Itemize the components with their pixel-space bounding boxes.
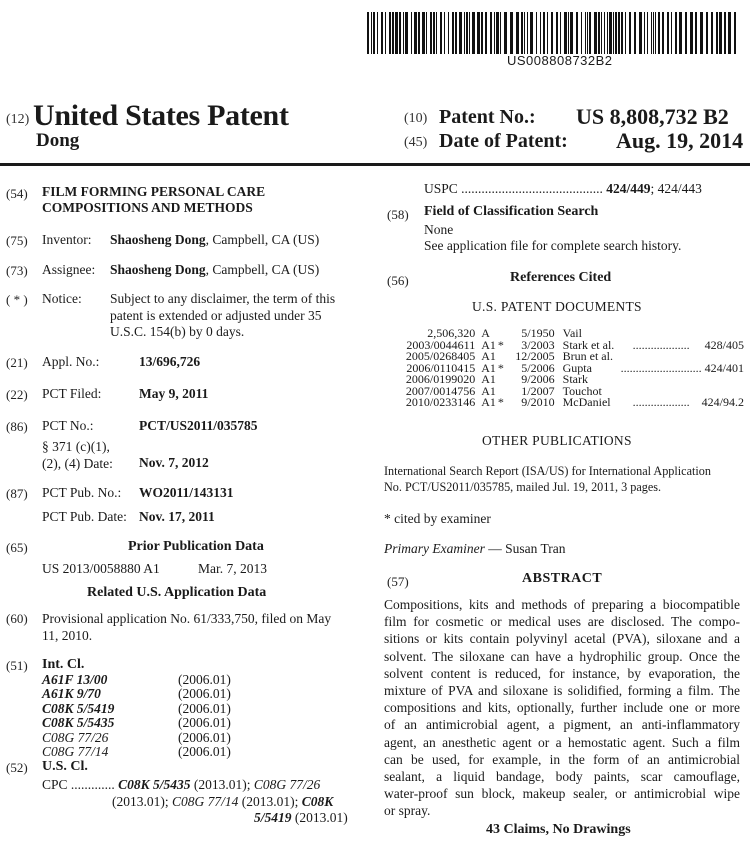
pct-pub-date-label: PCT Pub. Date: xyxy=(42,509,127,524)
cpc-date-5: (2013.01) xyxy=(291,810,348,825)
barcode-bar xyxy=(564,12,567,54)
barcode-bar xyxy=(634,12,636,54)
barcode-bar xyxy=(589,12,591,54)
intcl-date: (2006.01) xyxy=(178,700,231,716)
reference-kind: A xyxy=(481,326,490,340)
barcode-bar xyxy=(481,12,483,54)
assignee-value xyxy=(110,262,319,278)
field-heading: Field of Classification Search xyxy=(424,204,599,219)
cpc-class-2: C08G 77/26 xyxy=(253,777,321,792)
inventor-surname: Dong xyxy=(36,130,80,151)
title-line-2: COMPOSITIONS AND METHODS xyxy=(42,200,253,215)
pct-number: PCT/US2011/035785 xyxy=(139,418,258,433)
barcode-bar xyxy=(651,12,652,54)
date-code: (45) xyxy=(404,135,428,150)
barcode-bar xyxy=(485,12,487,54)
related-heading: Related U.S. Application Data xyxy=(87,585,267,600)
barcode-bar xyxy=(587,12,588,54)
intcl-row xyxy=(42,731,231,745)
barcode-bar xyxy=(389,12,391,54)
cpc-date-2: (2013.01); xyxy=(112,793,172,809)
barcode-bar xyxy=(662,12,664,54)
barcode-bar xyxy=(719,12,722,54)
barcode-bar xyxy=(490,12,492,54)
barcode-bar xyxy=(504,12,507,54)
barcode-bar xyxy=(403,12,404,54)
notice-text xyxy=(110,291,358,341)
abstract-line: can be used, for example, in the form of an antimicrobial xyxy=(384,751,740,767)
reference-class: 424/401 xyxy=(704,360,744,375)
barcode-bar xyxy=(728,12,731,54)
barcode-bar xyxy=(615,12,617,54)
reference-name: Stark et al. xyxy=(562,337,615,352)
intcl-class: C08G 77/14 xyxy=(42,744,109,760)
barcode-bar xyxy=(639,12,642,54)
intcl-class: C08K 5/5435 xyxy=(42,715,115,731)
barcode-bar xyxy=(521,12,523,54)
barcode-bar xyxy=(464,12,465,54)
barcode-bar xyxy=(613,12,614,54)
examiner-name: — Susan Tran xyxy=(484,541,566,556)
assignee-label: Assignee: xyxy=(42,262,96,277)
barcode-bar xyxy=(621,12,623,54)
abstract-line: water-proof sun block, makeup sealer, or antimicrobial wipe xyxy=(384,786,740,802)
intcl-list xyxy=(42,673,231,759)
reference-star: * xyxy=(497,337,504,352)
reference-dots: ................... xyxy=(632,337,690,352)
reference-name: Brun et al. xyxy=(562,349,613,363)
barcode-bar xyxy=(685,12,687,54)
appl-label: Appl. No.: xyxy=(42,354,100,369)
refs-code: (56) xyxy=(387,273,409,288)
barcode-bar xyxy=(524,12,525,54)
pct-pub-date: Nov. 17, 2011 xyxy=(139,509,215,524)
barcode-bar xyxy=(551,12,553,54)
pct-no-code: (86) xyxy=(6,419,28,434)
uspc-line xyxy=(424,181,702,197)
s371-line-2: (2), (4) Date: xyxy=(42,456,113,471)
patent-no-code: (10) xyxy=(404,111,428,126)
uspc-label: USPC xyxy=(424,181,458,196)
patent-number: US 8,808,732 B2 xyxy=(576,104,729,129)
barcode-bar xyxy=(581,12,582,54)
prior-number: US 2013/0058880 A1 xyxy=(42,561,160,576)
other-pub-line-1: International Search Report (ISA/US) for International Application xyxy=(384,464,711,478)
inventor-value xyxy=(110,232,319,248)
barcode-bar xyxy=(440,12,442,54)
reference-row xyxy=(392,397,744,409)
intcl-row xyxy=(42,716,231,730)
barcode-bar xyxy=(381,12,383,54)
assignee-code: (73) xyxy=(6,263,28,278)
date-label: Date of Patent: xyxy=(439,130,568,152)
reference-date: 1/2007 xyxy=(521,383,555,398)
barcode-bar xyxy=(399,12,401,54)
barcode-bar xyxy=(466,12,468,54)
patent-country-title: United States Patent xyxy=(33,99,289,132)
reference-class xyxy=(702,374,744,386)
inventor-code: (75) xyxy=(6,233,28,248)
prior-code: (65) xyxy=(6,540,28,555)
cpc-date-3: (2013.01); xyxy=(238,793,302,809)
reference-number: 2006/0199020 xyxy=(405,372,476,386)
examiner-label: Primary Examiner xyxy=(384,541,485,556)
pct-pub-code: (87) xyxy=(6,486,28,501)
intcl-code: (51) xyxy=(6,658,28,673)
cpc-line-3 xyxy=(42,810,358,827)
pct-filed-label: PCT Filed: xyxy=(42,386,102,401)
prior-date: Mar. 7, 2013 xyxy=(198,561,267,576)
assignee-location: , Campbell, CA (US) xyxy=(205,262,320,277)
barcode-bar xyxy=(604,12,605,54)
inventor-name: Shaosheng Dong xyxy=(110,232,206,247)
pct-filed-code: (22) xyxy=(6,387,28,402)
intcl-row xyxy=(42,745,231,759)
barcode-bar xyxy=(658,12,660,54)
abstract-line: mixture of PVA and siloxane is solidified, forming a film. The xyxy=(384,683,740,699)
barcode-bar xyxy=(500,12,501,54)
patent-no-label: Patent No.: xyxy=(439,106,536,128)
cpc-class-5: 5/5419 xyxy=(254,810,292,825)
prov-line-2: 11, 2010. xyxy=(42,628,93,643)
refs-heading: References Cited xyxy=(510,270,612,285)
reference-kind: A1 xyxy=(481,372,496,386)
reference-star: * xyxy=(497,395,504,409)
abstract-heading: ABSTRACT xyxy=(522,571,603,586)
barcode-bar xyxy=(496,12,499,54)
abstract-line: compositions and kits, optionally, further include one or more xyxy=(384,700,740,716)
intcl-date: (2006.01) xyxy=(178,672,231,687)
barcode-bar xyxy=(700,12,703,54)
notice-line-3: U.S.C. 154(b) by 0 days. xyxy=(110,324,245,339)
abstract-line: or spray. xyxy=(384,803,431,819)
barcode-bar xyxy=(494,12,495,54)
barcode-bar xyxy=(371,12,372,54)
barcode-bar xyxy=(679,12,682,54)
appl-code: (21) xyxy=(6,355,28,370)
barcode-bar xyxy=(477,12,480,54)
other-pubs-heading: OTHER PUBLICATIONS xyxy=(482,433,632,448)
claims-summary: 43 Claims, No Drawings xyxy=(486,822,631,837)
abstract-line: solvent. The siloxane can have a hydrophilic group. Once the xyxy=(384,648,740,664)
assignee-name: Shaosheng Dong xyxy=(110,262,206,277)
intcl-row xyxy=(42,702,231,716)
reference-star xyxy=(498,374,511,386)
uscl-code: (52) xyxy=(6,760,28,775)
examiner-line xyxy=(384,541,566,557)
reference-number: 2,506,320 xyxy=(427,326,476,340)
barcode-bar xyxy=(373,12,375,54)
intcl-class: C08G 77/26 xyxy=(42,729,109,745)
intcl-date: (2006.01) xyxy=(178,729,231,745)
references-table xyxy=(392,328,744,409)
barcode-bar xyxy=(667,12,669,54)
barcode-bar xyxy=(601,12,602,54)
cpc-line-1 xyxy=(42,777,358,794)
notice-line-1: Subject to any disclaimer, the term of this xyxy=(110,291,336,306)
barcode-bar xyxy=(510,12,513,54)
reference-number: 2003/0044611 xyxy=(406,337,476,352)
notice-code: ( * ) xyxy=(6,292,28,307)
barcode-bar xyxy=(455,12,457,54)
barcode-bar xyxy=(625,12,626,54)
pct-pub-label: PCT Pub. No.: xyxy=(42,485,122,500)
field-none: None xyxy=(424,222,454,237)
barcode-bar xyxy=(671,12,672,54)
reference-dots: ........................... xyxy=(620,360,702,375)
barcode-bar xyxy=(655,12,656,54)
reference-number: 2007/0014756 xyxy=(405,383,476,398)
barcode-bar xyxy=(377,12,378,54)
intcl-date: (2006.01) xyxy=(178,715,231,731)
barcode-bar xyxy=(690,12,693,54)
intcl-date: (2006.01) xyxy=(178,686,231,702)
other-pub-line-2: No. PCT/US2011/035785, mailed Jul. 19, 2011, 3 pages. xyxy=(384,480,662,494)
pct-filed-date: May 9, 2011 xyxy=(139,386,209,401)
cpc-class-4: C08K xyxy=(301,793,334,809)
barcode-bar xyxy=(527,12,528,54)
s371-line-1: § 371 (c)(1), xyxy=(42,439,110,454)
abstract-text xyxy=(384,596,740,820)
uspc-main: 424/449 xyxy=(606,181,651,196)
barcode-bar xyxy=(647,12,648,54)
barcode-bar xyxy=(724,12,726,54)
barcode-bar xyxy=(452,12,454,54)
s371-date: Nov. 7, 2012 xyxy=(139,455,209,470)
header-rule xyxy=(0,163,750,166)
date-of-patent: Aug. 19, 2014 xyxy=(616,128,744,153)
barcode-bar xyxy=(422,12,425,54)
field-code: (58) xyxy=(387,207,409,222)
reference-kind: A1 xyxy=(481,383,496,398)
reference-kind: A1 xyxy=(481,349,496,363)
pct-pub-number: WO2011/143131 xyxy=(139,485,234,500)
intcl-class: A61K 9/70 xyxy=(42,686,101,702)
prior-heading: Prior Publication Data xyxy=(128,539,264,554)
reference-name: Touchot xyxy=(562,383,602,398)
barcode-bar xyxy=(430,12,432,54)
intcl-class: C08K 5/5419 xyxy=(42,700,115,716)
reference-date: 12/2005 xyxy=(515,349,555,363)
reference-class: 424/94.2 xyxy=(701,395,744,409)
abstract-line: sitions or kits contain polyvinyl acetal (PVA), siloxane and a xyxy=(384,631,740,647)
barcode-bar xyxy=(598,12,600,54)
abstract-code: (57) xyxy=(387,574,409,589)
cpc-text xyxy=(42,777,358,827)
pct-no-label: PCT No.: xyxy=(42,418,94,433)
barcode-bar xyxy=(644,12,645,54)
reference-name: Gupta xyxy=(562,360,592,375)
prov-code: (60) xyxy=(6,611,28,626)
barcode-bar xyxy=(536,12,537,54)
s371-label xyxy=(42,438,113,472)
barcode-bar xyxy=(618,12,620,54)
reference-date: 3/2003 xyxy=(521,337,555,352)
reference-kind: A1 xyxy=(481,360,496,375)
title-line-1: FILM FORMING PERSONAL CARE xyxy=(42,184,266,199)
inventor-label: Inventor: xyxy=(42,232,92,247)
reference-star: * xyxy=(497,360,504,375)
barcode-bar xyxy=(543,12,545,54)
reference-name: McDaniel xyxy=(562,395,611,409)
barcode-number: US008808732B2 xyxy=(507,53,613,68)
intcl-row xyxy=(42,673,231,687)
abstract-line: film for cosmetic or medical uses are disclosed. The compo- xyxy=(384,614,740,630)
barcode-bar xyxy=(469,12,470,54)
cpc-line-2 xyxy=(42,794,358,811)
type-code: (12) xyxy=(6,112,30,127)
barcode-bar xyxy=(609,12,612,54)
reference-name: Vail xyxy=(562,326,582,340)
barcode-bar xyxy=(675,12,677,54)
reference-kind: A1 xyxy=(481,395,496,409)
reference-class: 428/405 xyxy=(704,337,744,352)
reference-number: 2006/0110415 xyxy=(406,360,476,375)
reference-date: 9/2006 xyxy=(521,372,555,386)
reference-kind: A1 xyxy=(481,337,496,352)
intcl-class: A61F 13/00 xyxy=(42,672,108,687)
us-docs-heading: U.S. PATENT DOCUMENTS xyxy=(472,299,642,314)
barcode-bar xyxy=(585,12,586,54)
cpc-class-3: C08G 77/14 xyxy=(172,793,239,809)
barcode-bar xyxy=(594,12,597,54)
barcode-bar xyxy=(367,12,369,54)
barcode-bar xyxy=(540,12,541,54)
reference-dots xyxy=(621,374,702,386)
intcl-row xyxy=(42,687,231,701)
barcode-bar xyxy=(418,12,420,54)
barcode-bar xyxy=(433,12,435,54)
barcode-bar xyxy=(653,12,654,54)
provisional-text xyxy=(42,610,331,644)
barcode-bar xyxy=(706,12,708,54)
barcode-bar xyxy=(426,12,427,54)
barcode-bar xyxy=(448,12,449,54)
barcode-bar xyxy=(607,12,608,54)
abstract-line: agent, an anesthetic agent or a hemostatic agent. Such a film xyxy=(384,734,740,750)
cpc-class-1: C08K 5/5435 xyxy=(118,777,191,792)
barcode-bar xyxy=(560,12,561,54)
barcode-bar xyxy=(695,12,697,54)
barcode-bar xyxy=(436,12,437,54)
cpc-date-1: (2013.01); xyxy=(190,777,254,792)
cited-by-note: * cited by examiner xyxy=(384,511,491,526)
notice-line-2: patent is extended or adjusted under 35 xyxy=(110,307,322,323)
barcode-bar xyxy=(405,12,408,54)
abstract-line: Compositions, kits and methods of preparing a biocompatible xyxy=(384,597,740,612)
cpc-label: CPC xyxy=(42,777,68,792)
cpc-dots: ............. xyxy=(70,777,115,792)
barcode-bar xyxy=(576,12,578,54)
prov-line-1: Provisional application No. 61/333,750, filed on May xyxy=(42,611,332,626)
field-see-text: See application file for complete search history. xyxy=(424,238,682,253)
barcode-bar xyxy=(444,12,445,54)
uscl-label: U.S. Cl. xyxy=(42,759,88,774)
other-pub-text xyxy=(384,463,711,495)
barcode-bar xyxy=(570,12,573,54)
reference-dots: ................... xyxy=(632,395,690,409)
barcode-bar xyxy=(411,12,412,54)
barcode-bar xyxy=(516,12,519,54)
barcode-bar xyxy=(459,12,462,54)
intcl-label: Int. Cl. xyxy=(42,657,85,672)
uspc-rest: ; 424/443 xyxy=(650,181,702,196)
barcode-bar xyxy=(530,12,533,54)
reference-number: 2005/0268405 xyxy=(405,349,476,363)
barcode-bar xyxy=(547,12,548,54)
reference-name: Stark xyxy=(562,372,588,386)
intcl-date: (2006.01) xyxy=(178,744,231,760)
barcode-image xyxy=(367,12,739,54)
barcode-bar xyxy=(385,12,386,54)
reference-date: 9/2010 xyxy=(521,395,555,409)
barcode-bar xyxy=(629,12,631,54)
barcode-bar xyxy=(556,12,558,54)
barcode-bar xyxy=(392,12,394,54)
appl-number: 13/696,726 xyxy=(139,354,201,369)
inventor-location: , Campbell, CA (US) xyxy=(205,232,320,247)
reference-date: 5/1950 xyxy=(521,326,555,340)
title-code: (54) xyxy=(6,186,28,201)
uspc-dots: .......................................... xyxy=(461,181,603,196)
barcode-bar xyxy=(711,12,713,54)
barcode-bar xyxy=(414,12,417,54)
abstract-line: solvent content is reduced, for instance, by evaporation, the xyxy=(384,665,740,681)
notice-label: Notice: xyxy=(42,291,82,306)
reference-date: 5/2006 xyxy=(521,360,555,375)
barcode-bar xyxy=(734,12,736,54)
barcode-bar xyxy=(395,12,398,54)
reference-number: 2010/0233146 xyxy=(405,395,476,409)
barcode-bar xyxy=(568,12,569,54)
invention-title xyxy=(42,184,265,216)
barcode-bar xyxy=(716,12,718,54)
abstract-line: sealant, a liquid bandage, body paints, scar camouflage, xyxy=(384,769,740,785)
abstract-line: of an antimicrobial agent, a pigment, an anti-inflammatory xyxy=(384,717,740,733)
barcode-bar xyxy=(472,12,475,54)
